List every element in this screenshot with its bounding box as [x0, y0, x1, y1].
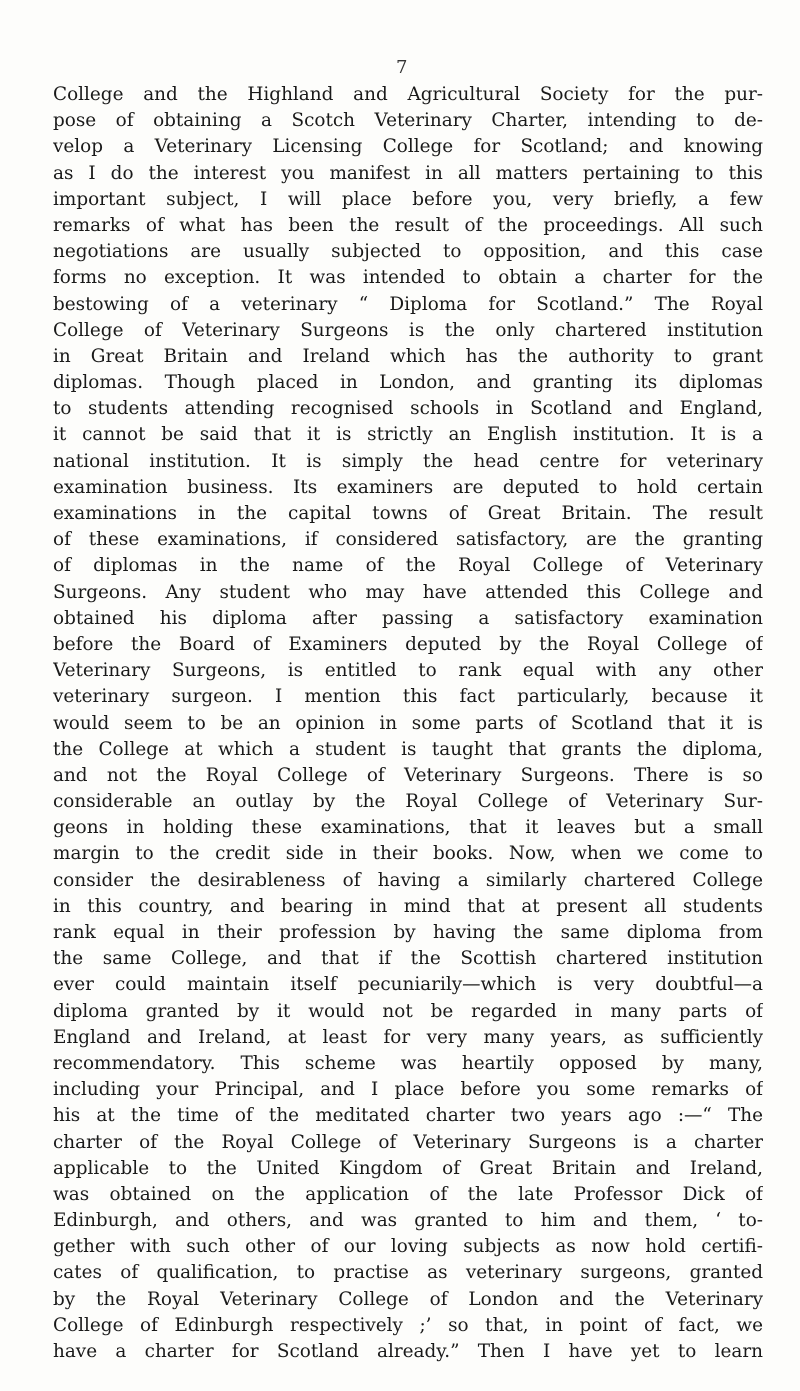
- text-line: examination business. Its examiners are deputed to hold certain: [53, 476, 763, 498]
- text-line: England and Ireland, at least for very many years, as sufficiently: [53, 1026, 763, 1048]
- text-line: College of Edinburgh respectively ;’ so that, in point of fact, we: [53, 1314, 763, 1336]
- text-line: in this country, and bearing in mind that at present all students: [53, 895, 763, 917]
- text-line: was obtained on the application of the late Professor Dick of: [53, 1183, 763, 1205]
- text-line: to students attending recognised schools in Scotland and England,: [53, 398, 763, 420]
- text-line: applicable to the United Kingdom of Great Britain and Ireland,: [53, 1157, 763, 1179]
- body-text: [53, 82, 763, 1365]
- text-line: geons in holding these examinations, that it leaves but a small: [53, 817, 763, 839]
- text-line: considerable an outlay by the Royal College of Veterinary Sur-: [53, 791, 763, 813]
- text-line: his at the time of the meditated charter two years ago :—“ The: [53, 1105, 763, 1127]
- page-number: 7: [396, 57, 408, 78]
- text-line: remarks of what has been the result of the proceedings. All such: [53, 214, 763, 236]
- text-line: College of Veterinary Surgeons is the only chartered institution: [53, 319, 763, 341]
- text-line: of these examinations, if considered satisfactory, are the granting: [53, 529, 763, 551]
- text-line: of diplomas in the name of the Royal College of Veterinary: [53, 555, 763, 577]
- text-line: diplomas. Though placed in London, and granting its diplomas: [53, 372, 763, 394]
- text-line: rank equal in their profession by having the same diploma from: [53, 922, 763, 943]
- text-line: forms no exception. It was intended to obtain a charter for the: [53, 267, 763, 289]
- text-line: pose of obtaining a Scotch Veterinary Charter, intending to de-: [53, 110, 763, 132]
- text-line: the same College, and that if the Scottish chartered institution: [53, 948, 763, 970]
- text-line: gether with such other of our loving subjects as now hold certifi-: [53, 1236, 763, 1258]
- text-line: in Great Britain and Ireland which has the authority to grant: [53, 345, 763, 367]
- text-line: Edinburgh, and others, and was granted to him and them, ‘ to-: [53, 1210, 763, 1232]
- text-line: ever could maintain itself pecuniarily—which is very doubtful—a: [53, 974, 763, 996]
- text-line: would seem to be an opinion in some parts of Scotland that it is: [53, 712, 763, 734]
- text-line: consider the desirableness of having a similarly chartered College: [53, 869, 763, 891]
- text-line: obtained his diploma after passing a satisfactory examination: [53, 607, 763, 629]
- text-line: important subject, I will place before you, very briefly, a few: [53, 188, 763, 210]
- text-line: charter of the Royal College of Veterinary Surgeons is a charter: [53, 1131, 763, 1153]
- text-line: including your Principal, and I place before you some remarks of: [53, 1079, 763, 1101]
- text-line: cates of qualification, to practise as veterinary surgeons, granted: [53, 1262, 763, 1284]
- text-line: have a charter for Scotland already.” Then I have yet to learn: [53, 1341, 763, 1362]
- text-line: negotiations are usually subjected to opposition, and this case: [53, 241, 763, 263]
- text-line: Veterinary Surgeons, is entitled to rank equal with any other: [53, 660, 763, 682]
- text-line: examinations in the capital towns of Great Britain. The result: [53, 503, 763, 524]
- text-line: national institution. It is simply the head centre for veterinary: [53, 450, 763, 472]
- text-line: veterinary surgeon. I mention this fact particularly, because it: [53, 686, 763, 708]
- text-line: recommendatory. This scheme was heartily opposed by many,: [53, 1052, 763, 1074]
- text-line: by the Royal Veterinary College of London and the Veterinary: [53, 1288, 763, 1310]
- text-line: and not the Royal College of Veterinary Surgeons. There is so: [53, 764, 763, 786]
- text-line: before the Board of Examiners deputed by the Royal College of: [53, 633, 763, 655]
- text-line: diploma granted by it would not be regarded in many parts of: [53, 1000, 763, 1022]
- text-line: College and the Highland and Agricultural Society for the pur-: [53, 84, 763, 105]
- text-line: as I do the interest you manifest in all matters pertaining to this: [53, 162, 763, 184]
- text-line: it cannot be said that it is strictly an English institution. It is a: [53, 424, 763, 446]
- text-line: the College at which a student is taught that grants the diploma,: [53, 738, 763, 760]
- text-line: Surgeons. Any student who may have attended this College and: [53, 581, 763, 603]
- text-line: velop a Veterinary Licensing College for Scotland; and knowing: [53, 136, 763, 158]
- text-line: margin to the credit side in their books. Now, when we come to: [53, 843, 763, 865]
- text-line: bestowing of a veterinary “ Diploma for Scotland.” The Royal: [53, 293, 763, 315]
